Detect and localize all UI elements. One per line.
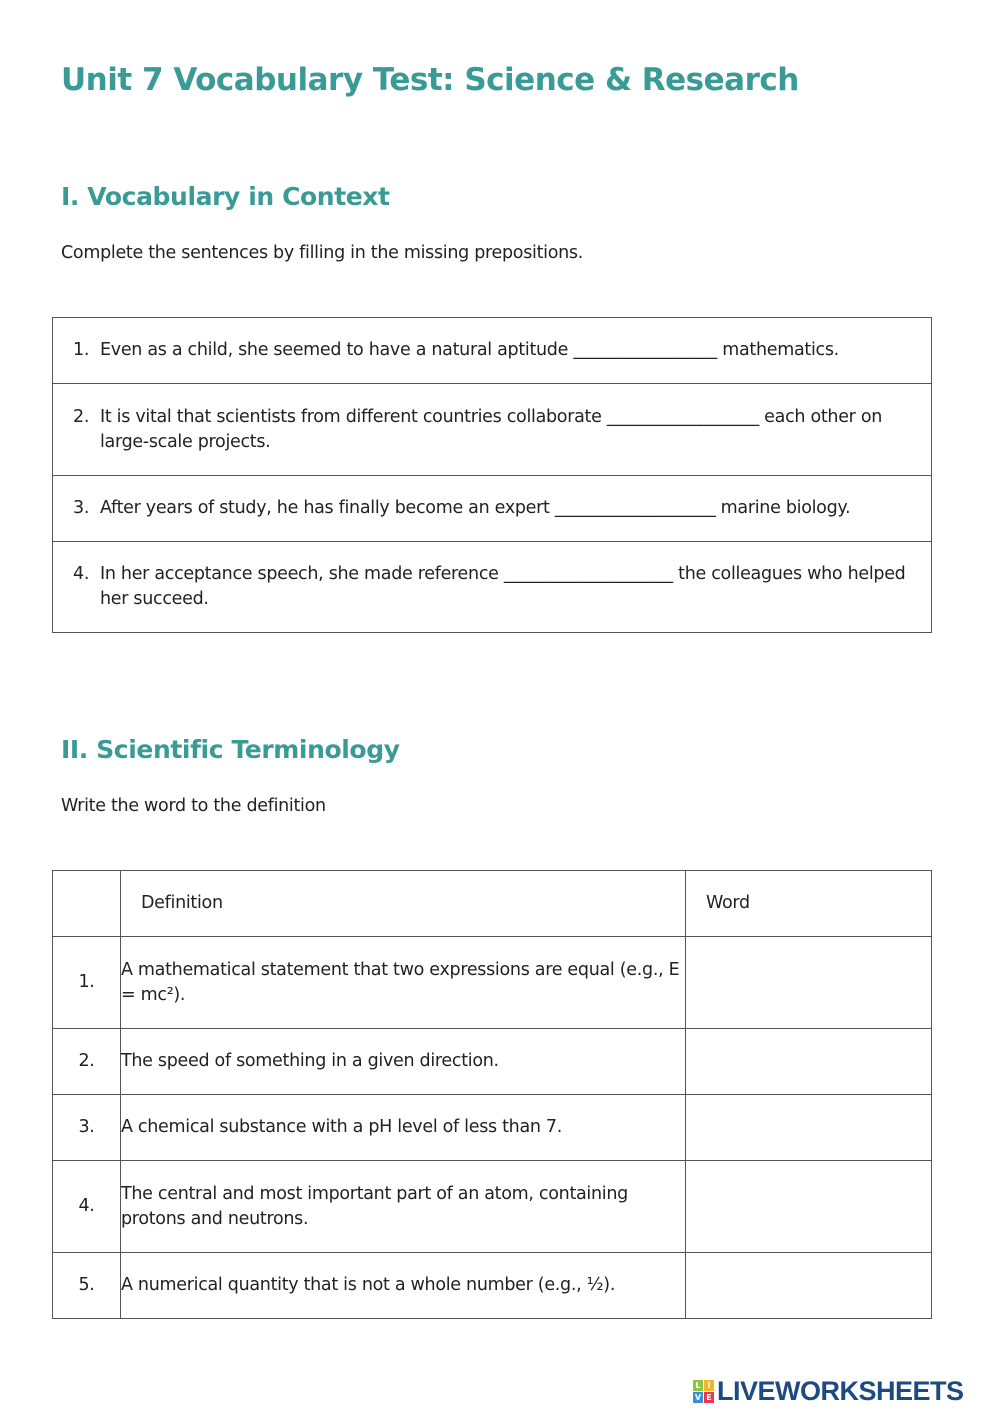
word-answer-cell[interactable] — [686, 1029, 932, 1095]
table-row — [53, 937, 932, 1029]
table-row — [53, 476, 932, 542]
fill-in-table — [52, 317, 932, 633]
word-header: Word — [686, 871, 932, 937]
word-answer-cell[interactable] — [686, 1253, 932, 1319]
sentence[interactable]: It is vital that scientists from different countries collaborate __________________ each other on large-scale projects. — [100, 406, 883, 452]
item-number: 2. — [53, 1029, 121, 1095]
header-row — [53, 871, 932, 937]
item-number: 1. — [53, 937, 121, 1029]
sentence[interactable]: Even as a child, she seemed to have a natural aptitude _________________ mathematics. — [100, 340, 839, 360]
table-row — [53, 1161, 932, 1253]
definition: A mathematical statement that two expressions are equal (e.g., E = mc²). — [121, 937, 686, 1029]
sentence[interactable]: In her acceptance speech, she made reference ____________________ the colleagues who helped her succeed. — [100, 564, 906, 609]
item-number: 3. — [73, 498, 90, 518]
item-number: 4. — [73, 564, 90, 584]
table-row — [53, 384, 932, 476]
section2-heading: II. Scientific Terminology — [61, 735, 400, 764]
item-number: 5. — [53, 1253, 121, 1319]
item-number: 1. — [73, 340, 90, 360]
section1-instruction: Complete the sentences by filling in the missing prepositions. — [61, 243, 583, 263]
section1-heading: I. Vocabulary in Context — [61, 182, 390, 211]
item-number: 3. — [53, 1095, 121, 1161]
item-number: 4. — [53, 1161, 121, 1253]
table-row — [53, 542, 932, 633]
liveworksheets-logo — [693, 1376, 964, 1407]
logo-text: LIVEWORKSHEETS — [717, 1376, 964, 1406]
definition-table — [52, 870, 932, 1319]
definition: A chemical substance with a pH level of less than 7. — [121, 1095, 686, 1161]
word-answer-cell[interactable] — [686, 1095, 932, 1161]
definition-header: Definition — [121, 871, 686, 937]
definition: The speed of something in a given direction. — [121, 1029, 686, 1095]
definition: A numerical quantity that is not a whole number (e.g., ½). — [121, 1253, 686, 1319]
live-badge-icon: L I V E — [693, 1380, 714, 1403]
item-number: 2. — [73, 406, 90, 427]
table-row — [53, 1029, 932, 1095]
table-row — [53, 1095, 932, 1161]
table-row — [53, 318, 932, 384]
section2-instruction: Write the word to the definition — [61, 796, 326, 816]
definition: The central and most important part of an atom, containing protons and neutrons. — [121, 1161, 686, 1253]
table-row — [53, 1253, 932, 1319]
word-answer-cell[interactable] — [686, 937, 932, 1029]
page-title: Unit 7 Vocabulary Test: Science & Research — [61, 62, 799, 98]
word-answer-cell[interactable] — [686, 1161, 932, 1253]
sentence[interactable]: After years of study, he has finally become an expert ___________________ marine biology. — [100, 498, 851, 518]
